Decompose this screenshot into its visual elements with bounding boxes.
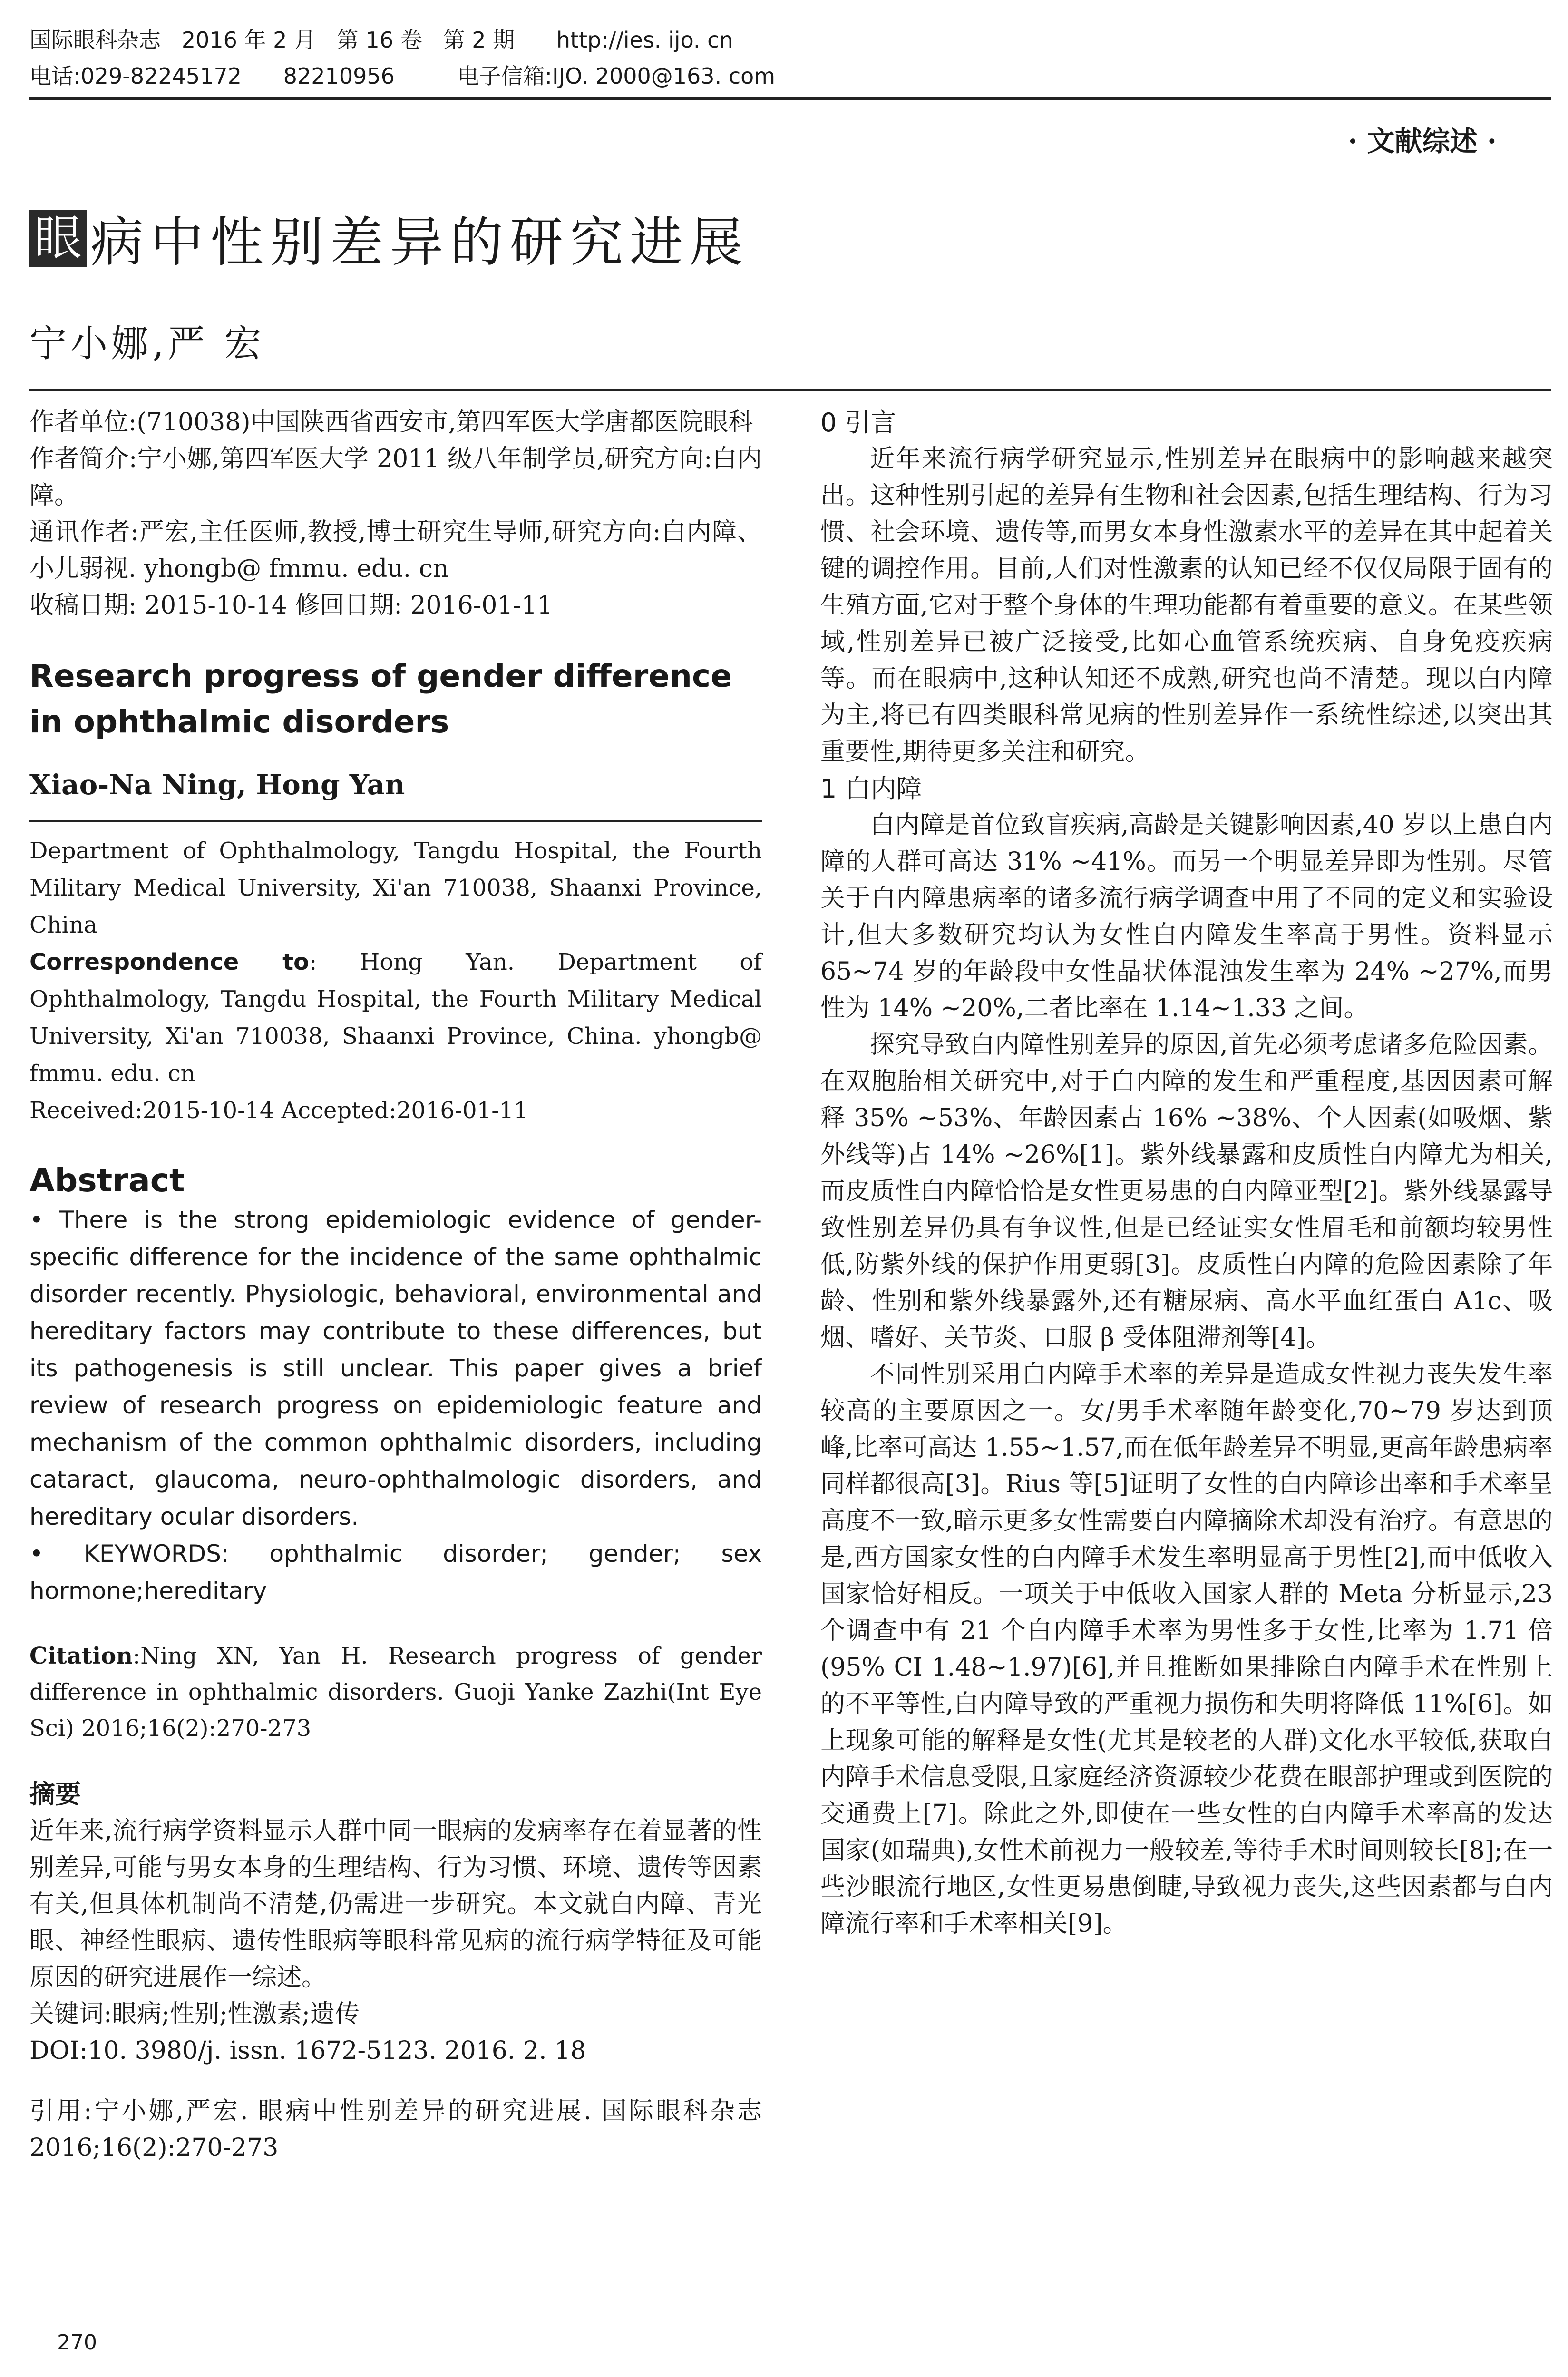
paragraph-cataract-3: 不同性别采用白内障手术率的差异是造成女性视力丧失发生率较高的主要原因之一。女/男手术率随年龄变化,70~79 岁达到顶峰,比率可高达 1.55~1.57,而在低年龄差异不明显,更高年龄患病率同样都很高[3]。Rius 等[5]证明了女性的白内障诊出率和手术率呈高度不一致,暗示更多女性需要白内障摘除术却没有治疗。有意思的是,西方国家女性的白内障手术发生率明显高于男性[2],而中低收入国家恰好相反。一项关于中低收入国家人群的 Meta 分析显示,23 个调查中有 21 个白内障手术率为男性多于女性,比率为 1.71 倍(95% CI 1.48~1.97)[6],并且推断如果排除白内障手术在性别上的不平等性,白内障导致的严重视力损伤和失明将降低 11%[6]。如上现象可能的解释是女性(尤其是较老的人群)文化水平较低,获取白内障手术信息受限,且家庭经济资源较少花费在眼部护理或到医院的交通费上[7]。除此之外,即使在一些女性的白内障手术率高的发达国家(如瑞典),女性术前视力一般较差,等待手术时间则较长[8];在一些沙眼流行地区,女性更易患倒睫,导致视力丧失,这些因素都与白内障流行率和手术率相关[9]。 [820,1360,1553,1938]
title-rule [29,389,1551,391]
paragraph-intro: 近年来流行病学研究显示,性别差异在眼病中的影响越来越突出。这种性别引起的差异有生物和社会因素,包括生理结构、行为习惯、社会环境、遗传等,而男女本身性激素水平的差异在其中起着关键的调控作用。目前,人们对性激素的认知已经不仅仅局限于固有的生殖方面,它对于整个身体的生理功能都有着重要的意义。在某些领域,性别差异已被广泛接受,比如心血管系统疾病、自身免疫疾病等。而在眼病中,这种认知还不成熟,研究也尚不清楚。现以白内障为主,将已有四类眼科常见病的性别差异作一系统性综述,以突出其重要性,期待更多关注和研究。 [820,445,1553,766]
paragraph-cataract-1: 白内障是首位致盲疾病,高龄是关键影响因素,40 岁以上患白内障的人群可高达 31% ~41%。而另一个明显差异即为性别。尽管关于白内障患病率的诸多流行病学调查中用了不同的定义和实验设计,但大多数研究均认为女性白内障发生率高于男性。资料显示 65~74 岁的年龄段中女性晶状体混浊发生率为 24% ~27%,而男性为 14% ~20%,二者比率在 1.14~1.33 之间。 [820,811,1553,1023]
keywords: • KEYWORDS: ophthalmic disorder; gender; sex hormone;hereditary [29,1540,762,1605]
received-accepted: Received:2015-10-14 Accepted:2016-01-11 [29,1097,528,1124]
cn-abstract-heading: 摘要 [29,1779,81,1809]
title-text: 病中性别差异的研究进展 [90,212,750,273]
article-title [29,200,750,276]
author-bio: 作者简介:宁小娜,第四军医大学 2011 级八年制学员,研究方向:白内障。 [29,445,762,510]
authors: 宁小娜,严 宏 [29,322,265,365]
cn-abstract-text: 近年来,流行病学资料显示人群中同一眼病的发病率存在着显著的性别差异,可能与男女本身的生理结构、行为习惯、环境、遗传等因素有关,但具体机制尚不清楚,仍需进一步研究。本文就白内障、青光眼、神经性眼病、遗传性眼病等眼科常见病的流行病学特征及可能原因的研究进展作一综述。 [29,1817,762,1992]
cn-keywords: 关键词:眼病;性别;性激素;遗传 [29,2000,360,2028]
abstract-heading: Abstract [29,1162,185,1199]
correspondence: Correspondence to: Hong Yan. Department of Ophthalmology, Tangdu Hospital, the Fourth Military Medical University, Xi'an 710038, Shaanxi Province, China. yhongb@ fmmu. edu. cn [29,949,762,1087]
divider [29,820,762,822]
section-heading-cataract: 1 白内障 [820,774,922,804]
paragraph-cataract-2: 探究导致白内障性别差异的原因,首先必须考虑诸多危险因素。在双胞胎相关研究中,对于白内障的发生和严重程度,基因因素可解释 35% ~53%、年龄因素占 16% ~38%、个人因素(如吸烟、紫外线等)占 14% ~26%[1]。紫外线暴露和皮质性白内障尤为相关,而皮质性白内障恰恰是女性更易患的白内障亚型[2]。紫外线暴露导致性别差异仍具有争议性,但是已经证实女性眉毛和前额均较男性低,防紫外线的保护作用更弱[3]。皮质性白内障的危险因素除了年龄、性别和紫外线暴露外,还有糖尿病、高水平血红蛋白 A1c、吸烟、嗜好、关节炎、口服 β 受体阻滞剂等[4]。 [820,1031,1553,1352]
cn-citation: 引用:宁小娜,严宏. 眼病中性别差异的研究进展. 国际眼科杂志 2016;16(2):270-273 [29,2097,762,2162]
journal-header-line2: 电话:029-82245172 82210956 电子信箱:IJO. 2000@163. com [29,63,776,89]
section-heading-intro: 0 引言 [820,408,896,438]
english-title: Research progress of gender difference in ophthalmic disorders [29,658,732,740]
corresponding-author: 通讯作者:严宏,主任医师,教授,博士研究生导师,研究方向:白内障、小儿弱视. yhongb@ fmmu. edu. cn [29,518,762,583]
section-tag: · 文献综述 · [1348,125,1497,157]
doi: DOI:10. 3980/j. issn. 1672-5123. 2016. 2. 18 [29,2036,586,2065]
page-number: 270 [57,2330,97,2355]
header-rule [29,97,1551,100]
right-column [820,404,1553,1942]
affiliation: 作者单位:(710038)中国陕西省西安市,第四军医大学唐都医院眼科 [29,408,753,437]
received-dates: 收稿日期: 2015-10-14 修回日期: 2016-01-11 [29,591,553,620]
english-authors: Xiao-Na Ning, Hong Yan [29,769,405,801]
journal-header-line1: 国际眼科杂志 2016 年 2 月 第 16 卷 第 2 期 http://ies. ijo. cn [29,27,733,53]
title-initial-mark: 眼 [29,210,87,267]
left-column [29,404,762,2166]
abstract-text: • There is the strong epidemiologic evidence of gender-specific difference for the incidence of the same ophthalmic disorder recently. Physiologic, behavioral, environmental and hereditary factors may contribute to these differences, but its pathogenesis is still unclear. This paper gives a brief review of research progress on epidemiologic feature and mechanism of the common ophthalmic disorders, including cataract, glaucoma, neuro-ophthalmologic disorders, and hereditary ocular disorders. [29,1206,762,1530]
citation: Citation:Ning XN, Yan H. Research progress of gender difference in ophthalmic disorders. Guoji Yanke Zazhi(Int Eye Sci) 2016;16(2):270-273 [29,1643,762,1742]
english-affiliation: Department of Ophthalmology, Tangdu Hospital, the Fourth Military Medical University, Xi'an 710038, Shaanxi Province, China [29,838,762,938]
